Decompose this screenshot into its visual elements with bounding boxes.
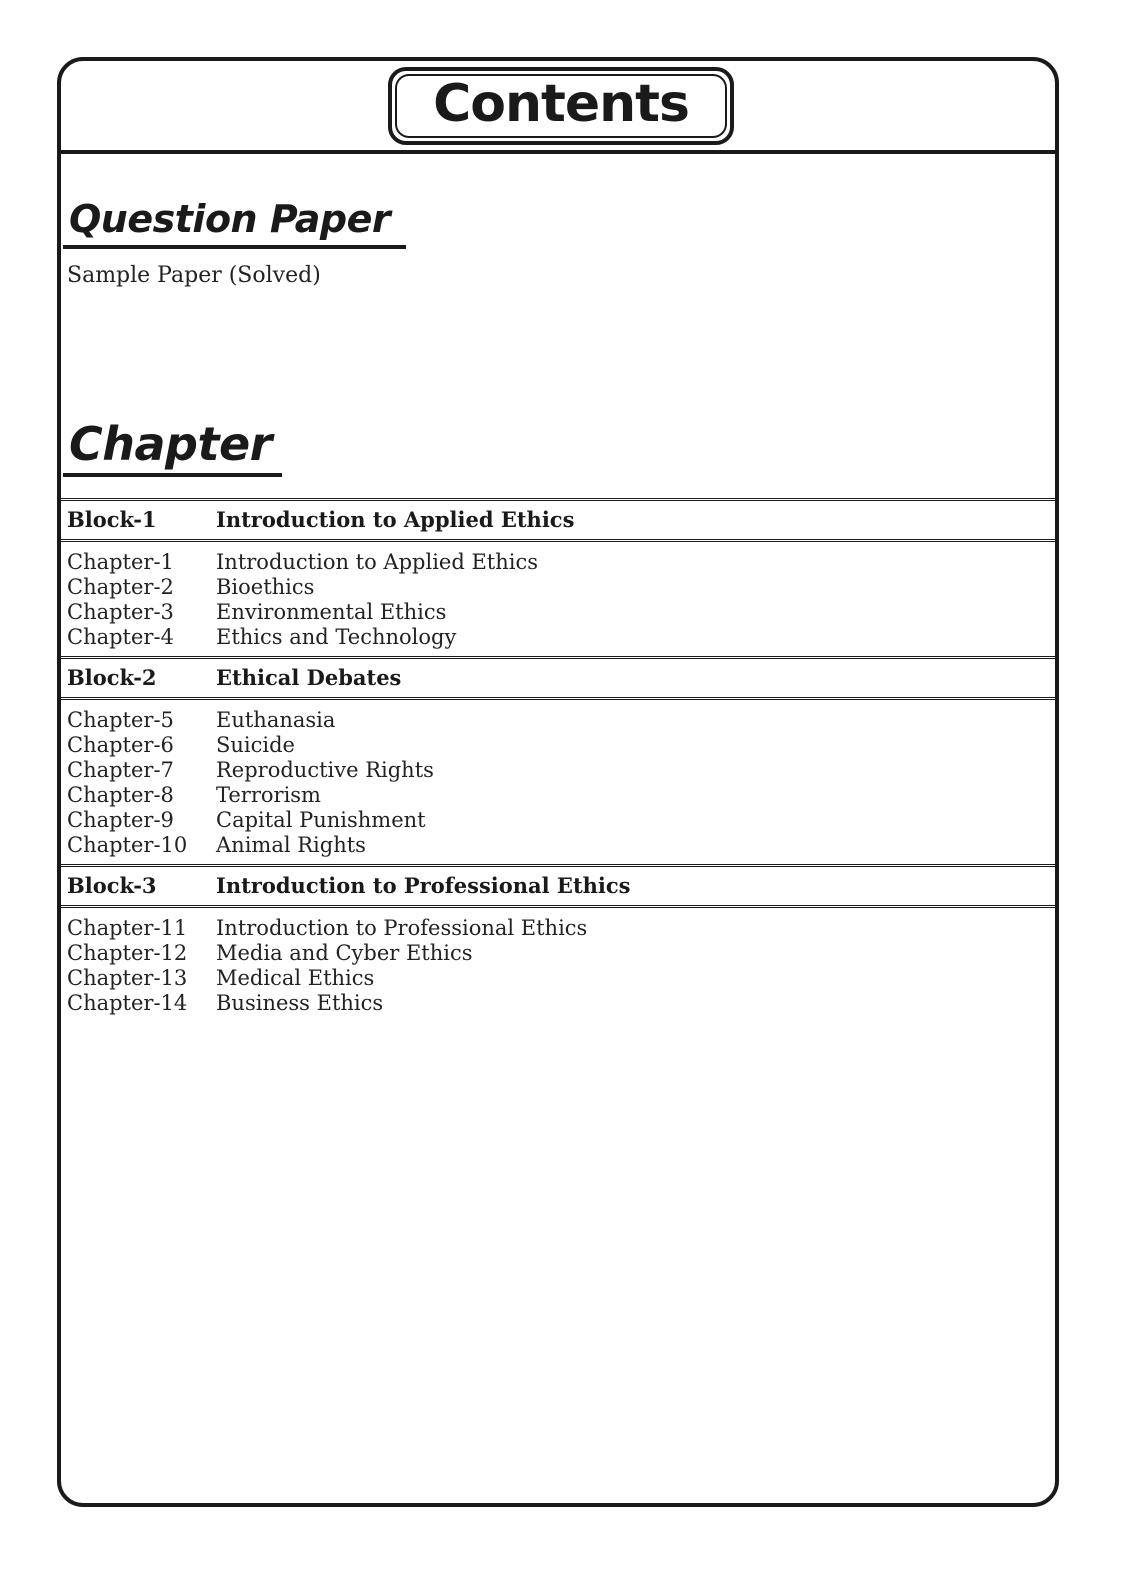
chapter-row[interactable] — [61, 758, 1055, 783]
chapter-title: Suicide — [216, 733, 295, 757]
chapter-number: Chapter-9 — [67, 808, 174, 832]
chapter-title: Bioethics — [216, 575, 315, 599]
chapter-number: Chapter-11 — [67, 916, 188, 940]
chapter-title: Animal Rights — [216, 833, 366, 857]
chapter-row[interactable] — [61, 941, 1055, 966]
block-title: Introduction to Professional Ethics — [216, 873, 631, 898]
chapter-row[interactable] — [61, 600, 1055, 625]
chapter-title: Ethics and Technology — [216, 625, 457, 649]
table-of-contents — [61, 498, 1055, 1022]
block-label: Block-1 — [67, 507, 157, 532]
chapter-row[interactable] — [61, 966, 1055, 991]
chapter-title: Environmental Ethics — [216, 600, 447, 624]
chapter-row[interactable] — [61, 550, 1055, 575]
chapter-number: Chapter-8 — [67, 783, 174, 807]
chapter-title: Terrorism — [216, 783, 321, 807]
chapter-list-block-2 — [61, 700, 1055, 864]
chapter-row[interactable] — [61, 808, 1055, 833]
chapter-title: Introduction to Applied Ethics — [216, 550, 539, 574]
chapter-number: Chapter-6 — [67, 733, 174, 757]
chapter-row[interactable] — [61, 708, 1055, 733]
block-title: Ethical Debates — [216, 665, 402, 690]
chapter-title: Reproductive Rights — [216, 758, 434, 782]
chapter-row[interactable] — [61, 833, 1055, 858]
chapter-number: Chapter-10 — [67, 833, 188, 857]
chapter-number: Chapter-2 — [67, 575, 174, 599]
block-header-2[interactable] — [61, 656, 1055, 700]
chapter-row[interactable] — [61, 991, 1055, 1016]
chapter-title: Medical Ethics — [216, 966, 375, 990]
chapter-title: Media and Cyber Ethics — [216, 941, 473, 965]
chapter-list-block-1 — [61, 542, 1055, 656]
chapter-row[interactable] — [61, 625, 1055, 650]
chapter-number: Chapter-7 — [67, 758, 174, 782]
chapter-row[interactable] — [61, 916, 1055, 941]
question-paper-heading: Question Paper — [63, 195, 406, 249]
chapter-row[interactable] — [61, 783, 1055, 808]
chapter-list-block-3 — [61, 908, 1055, 1022]
block-title: Introduction to Applied Ethics — [216, 507, 575, 532]
chapter-row[interactable] — [61, 575, 1055, 600]
chapter-number: Chapter-13 — [67, 966, 188, 990]
page-frame — [57, 57, 1059, 1507]
chapter-row[interactable] — [61, 733, 1055, 758]
chapter-title: Euthanasia — [216, 708, 336, 732]
chapter-title: Introduction to Professional Ethics — [216, 916, 588, 940]
title-box — [388, 67, 734, 145]
sample-paper-link[interactable]: Sample Paper (Solved) — [67, 263, 321, 288]
chapter-title: Business Ethics — [216, 991, 384, 1015]
title-divider — [61, 150, 1055, 154]
chapter-number: Chapter-3 — [67, 600, 174, 624]
chapter-number: Chapter-1 — [67, 550, 174, 574]
chapter-number: Chapter-5 — [67, 708, 174, 732]
chapter-number: Chapter-4 — [67, 625, 174, 649]
chapter-title: Capital Punishment — [216, 808, 426, 832]
page-title: Contents — [433, 74, 689, 134]
chapter-number: Chapter-14 — [67, 991, 188, 1015]
block-label: Block-3 — [67, 873, 157, 898]
block-header-3[interactable] — [61, 864, 1055, 908]
block-header-1[interactable] — [61, 498, 1055, 542]
chapter-number: Chapter-12 — [67, 941, 188, 965]
block-label: Block-2 — [67, 665, 157, 690]
chapter-heading: Chapter — [63, 415, 282, 477]
